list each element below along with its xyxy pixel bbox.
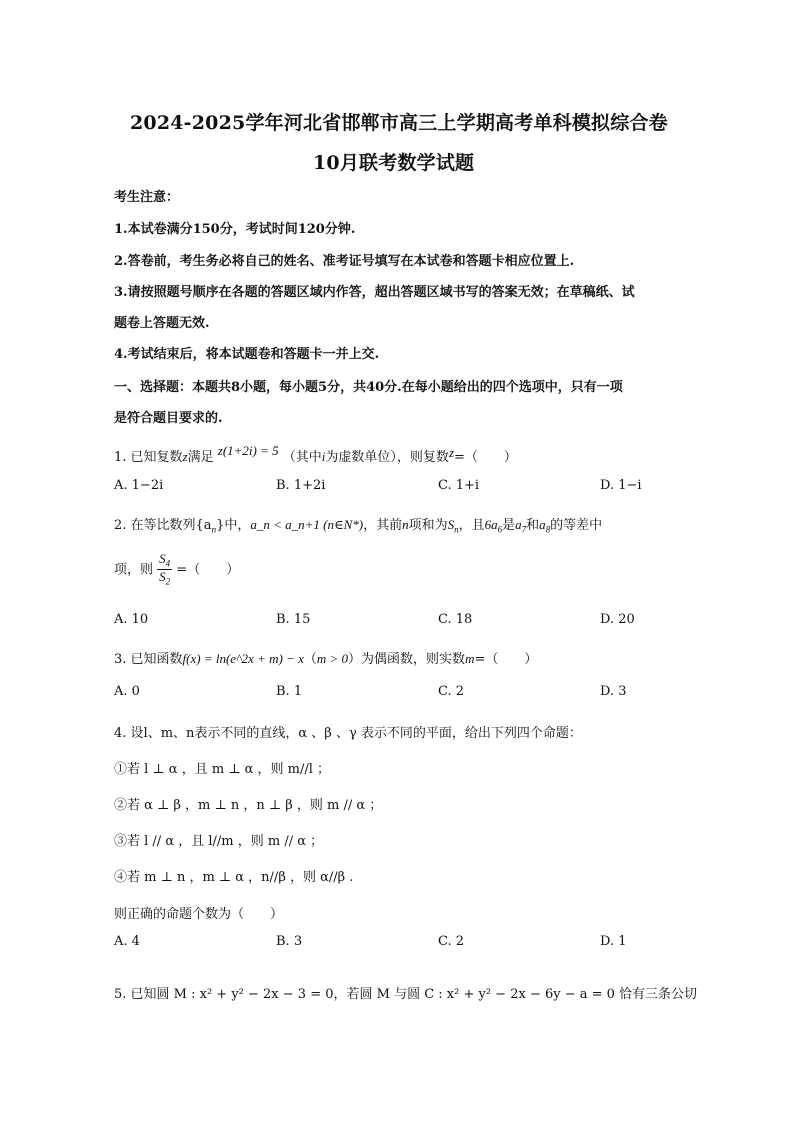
question-1-stem: 1. 已知复数z满足 z(1+2i) = 5 （其中i为虚数单位），则复数z=（ ） bbox=[114, 443, 517, 465]
question-1-equation: z(1+2i) = 5 bbox=[217, 443, 279, 458]
question-1-option-a: A. 1−2i bbox=[114, 478, 164, 493]
question-3-option-b: B. 1 bbox=[276, 684, 303, 699]
question-4-proposition-3: ③若 l // α ，且 l//m ，则 m // α ； bbox=[114, 834, 324, 849]
question-1-option-c: C. 1+i bbox=[438, 478, 480, 493]
question-4-option-d: D. 1 bbox=[600, 934, 627, 949]
question-4-option-b: B. 3 bbox=[276, 934, 303, 949]
section-heading-line2: 是符合题目要求的. bbox=[114, 411, 223, 426]
notice-item-3: 3.请按照题号顺序在各题的答题区域内作答，超出答题区域书写的答案无效；在草稿纸、试 bbox=[114, 285, 635, 300]
question-5-stem: 5. 已知圆 M : x² + y² − 2x − 3 = 0，若圆 M 与圆 C : x² + y² − 2x − 6y − a = 0 恰有三条公切 bbox=[114, 987, 698, 1002]
question-2-option-c: C. 18 bbox=[438, 612, 473, 627]
question-4-option-a: A. 4 bbox=[114, 934, 140, 949]
notice-heading: 考生注意： bbox=[114, 190, 180, 205]
question-3-stem: 3. 已知函数f(x) = ln(e^2x + m) − x（m > 0）为偶函数，则实数m=（ ） bbox=[114, 651, 538, 667]
question-4-stem: 4. 设l、m、n表示不同的直线，α 、β 、γ 表示不同的平面，给出下列四个命题： bbox=[114, 726, 582, 741]
notice-item-3-cont: 题卷上答题无效. bbox=[114, 316, 210, 331]
question-3-function: f(x) = ln(e^2x + m) − x bbox=[182, 651, 304, 666]
question-2-fraction: $\frac{S_4}{S_2}$ bbox=[159, 551, 171, 588]
section-heading-line1: 一、选择题：本题共8小题，每小题5分，共40分.在每小题给出的四个选项中，只有一项 bbox=[114, 380, 623, 395]
notice-item-4: 4.考试结束后，将本试题卷和答题卡一并上交. bbox=[114, 347, 380, 362]
question-1-option-d: D. 1−i bbox=[600, 478, 642, 493]
question-2-stem-line2: 项，则 $\frac{S_4}{S_2}$ =（ ） bbox=[114, 551, 240, 588]
question-2-stem: 2. 在等比数列$\{a_n\}$中，a_n < a_n+1 (n∈N*)，其前n项和为$S_n$，且$6a_6$是$a_7$和$a_8$的等差中 bbox=[114, 517, 603, 535]
question-2-option-d: D. 20 bbox=[600, 612, 635, 627]
notice-item-1: 1.本试卷满分150分，考试时间120分钟. bbox=[114, 222, 356, 237]
question-4-proposition-2: ②若 α ⊥ β ，m ⊥ n ，n ⊥ β ，则 m // α ； bbox=[114, 798, 383, 813]
question-4-proposition-1: ①若 l ⊥ α ，且 m ⊥ α ，则 m//l ； bbox=[114, 762, 331, 777]
question-2-condition: a_n < a_n+1 (n∈N*) bbox=[250, 517, 364, 532]
notice-item-2: 2.答卷前，考生务必将自己的姓名、准考证号填写在本试卷和答题卡相应位置上. bbox=[114, 254, 575, 269]
exam-title-line1: 2024-2025学年河北省邯郸市高三上学期高考单科模拟综合卷 bbox=[130, 112, 668, 134]
question-2-option-a: A. 10 bbox=[114, 612, 149, 627]
question-3-option-d: D. 3 bbox=[600, 684, 627, 699]
question-3-option-a: A. 0 bbox=[114, 684, 140, 699]
question-4-ask: 则正确的命题个数为（ ） bbox=[114, 907, 284, 922]
question-1-option-b: B. 1+2i bbox=[276, 478, 326, 493]
question-4-proposition-4: ④若 m ⊥ n ，m ⊥ α ，n//β ，则 α//β . bbox=[114, 870, 354, 885]
exam-title-line2: 10月联考数学试题 bbox=[313, 152, 475, 174]
question-2-option-b: B. 15 bbox=[276, 612, 311, 627]
question-3-option-c: C. 2 bbox=[438, 684, 465, 699]
question-4-option-c: C. 2 bbox=[438, 934, 465, 949]
